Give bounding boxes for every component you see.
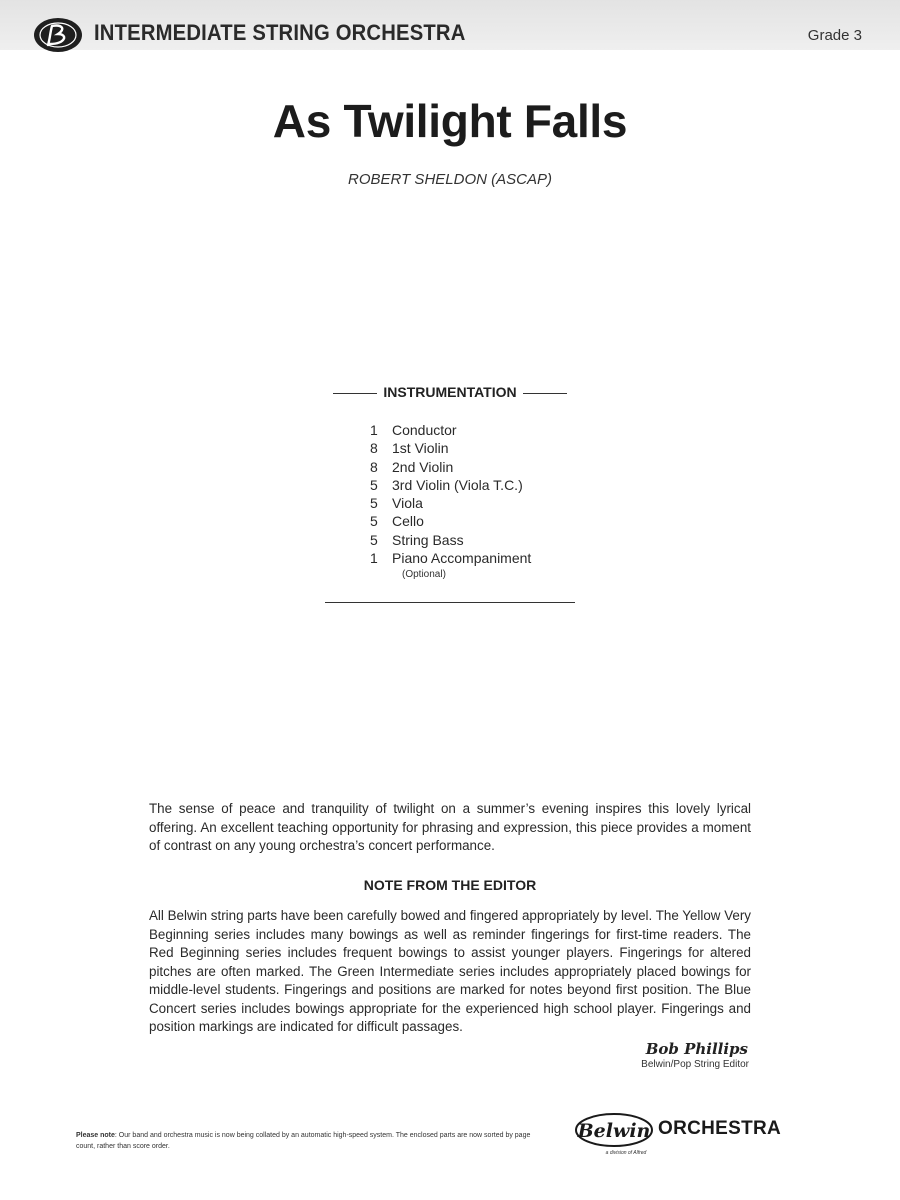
brand-word: ORCHESTRA bbox=[658, 1118, 782, 1139]
list-item bbox=[370, 531, 610, 549]
brand-sub: a division of Alfred bbox=[605, 1150, 647, 1156]
footer-note-label: Please note bbox=[76, 1132, 115, 1139]
piece-title: As Twilight Falls bbox=[272, 95, 628, 147]
instrumentation-list bbox=[370, 421, 610, 567]
heading-rule-left bbox=[333, 393, 377, 394]
item-name: 3rd Violin (Viola T.C.) bbox=[392, 476, 523, 493]
list-item bbox=[370, 439, 610, 457]
list-item bbox=[370, 476, 610, 494]
item-name: 1st Violin bbox=[392, 440, 449, 457]
item-name: String Bass bbox=[392, 531, 464, 548]
brand-script: Belwin bbox=[577, 1120, 651, 1142]
item-name: Cello bbox=[392, 513, 424, 530]
footer-note-text: : Our band and orchestra music is now being collated by an automatic high-speed system. The enclosed parts are now sorted by page count, rather than score order. bbox=[76, 1132, 531, 1150]
heading-rule-right bbox=[523, 393, 567, 394]
item-qty: 8 bbox=[370, 458, 378, 475]
item-name: Viola bbox=[392, 495, 423, 512]
list-item bbox=[370, 458, 610, 476]
item-qty: 8 bbox=[370, 440, 378, 457]
editor-note-heading: NOTE FROM THE EDITOR bbox=[363, 877, 537, 893]
item-qty: 5 bbox=[370, 513, 378, 530]
editor-signature: Bob Phillips bbox=[645, 1040, 748, 1058]
series-title: INTERMEDIATE STRING ORCHESTRA bbox=[94, 20, 466, 45]
item-qty: 5 bbox=[370, 531, 378, 548]
item-qty: 1 bbox=[370, 422, 378, 438]
item-name: 2nd Violin bbox=[392, 458, 454, 475]
item-qty: 5 bbox=[370, 476, 378, 493]
item-name: Conductor bbox=[392, 422, 457, 438]
editor-role: Belwin/Pop String Editor bbox=[641, 1059, 749, 1070]
list-item bbox=[370, 421, 610, 439]
item-name: Piano Accompaniment bbox=[392, 550, 532, 567]
belwin-b-logo-icon bbox=[32, 15, 84, 55]
item-qty: 1 bbox=[370, 550, 378, 567]
instrumentation-heading bbox=[0, 384, 900, 400]
composer: ROBERT SHELDON (ASCAP) bbox=[348, 171, 552, 188]
instrumentation-heading-label: INSTRUMENTATION bbox=[383, 384, 517, 400]
grade-label: Grade 3 bbox=[807, 27, 862, 44]
editor-note-body: All Belwin string parts have been carefully bowed and fingered appropriately by level. The Yellow Very Beginning series includes many bowings as well as reminder fingerings for first-time readers. The Red Beginning series includes frequent bowings to assist younger players. Fingerings for altered pitches are often marked. The Green Intermediate series includes appropriately placed bowings for middle-level students. Fingerings and positions are marked for notes beyond first position. The Blue Concert series includes bowings appropriate for the experienced high school player. Fingerings and position markings are indicated for difficult passages. bbox=[149, 908, 751, 1034]
list-item bbox=[370, 512, 610, 530]
list-item bbox=[370, 494, 610, 512]
footer-note bbox=[76, 1130, 536, 1152]
piece-description: The sense of peace and tranquility of twilight on a summer’s evening inspires this lovely lyrical offering. An excellent teaching opportunity for phrasing and expression, this piece provides a moment of contrast on any young orchestra’s concert performance. bbox=[149, 801, 751, 853]
belwin-orchestra-logo bbox=[574, 1110, 834, 1158]
item-qty: 5 bbox=[370, 495, 378, 512]
list-item bbox=[370, 549, 610, 567]
belwin-script-logo-icon bbox=[574, 1110, 658, 1158]
optional-note: (Optional) bbox=[402, 569, 446, 580]
instrumentation-bottom-rule bbox=[325, 602, 575, 603]
